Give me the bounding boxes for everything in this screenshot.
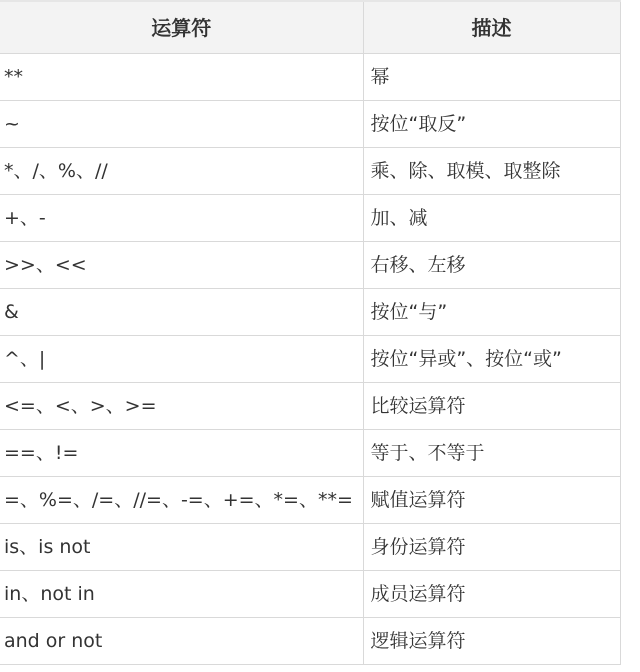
table-row bbox=[0, 383, 620, 430]
description-cell: 按位“与” bbox=[363, 289, 620, 336]
description-cell: 右移、左移 bbox=[363, 242, 620, 289]
operator-cell: ** bbox=[0, 54, 363, 101]
column-header-description: 描述 bbox=[363, 1, 620, 54]
operator-cell: <=、<、>、>= bbox=[0, 383, 363, 430]
table-row bbox=[0, 289, 620, 336]
table-row bbox=[0, 54, 620, 101]
table-row bbox=[0, 242, 620, 289]
table-row bbox=[0, 148, 620, 195]
operator-cell: ==、!= bbox=[0, 430, 363, 477]
operator-cell: & bbox=[0, 289, 363, 336]
table-row bbox=[0, 618, 620, 665]
operator-cell: ^、| bbox=[0, 336, 363, 383]
operator-cell: is、is not bbox=[0, 524, 363, 571]
operator-cell: and or not bbox=[0, 618, 363, 665]
column-header-operator: 运算符 bbox=[0, 1, 363, 54]
description-cell: 乘、除、取模、取整除 bbox=[363, 148, 620, 195]
table-header-row bbox=[0, 1, 620, 54]
table-row bbox=[0, 524, 620, 571]
description-cell: 等于、不等于 bbox=[363, 430, 620, 477]
operator-cell: *、/、%、// bbox=[0, 148, 363, 195]
table-row bbox=[0, 477, 620, 524]
operator-cell: >>、<< bbox=[0, 242, 363, 289]
description-cell: 按位“取反” bbox=[363, 101, 620, 148]
operator-cell: in、not in bbox=[0, 571, 363, 618]
table-row bbox=[0, 571, 620, 618]
description-cell: 身份运算符 bbox=[363, 524, 620, 571]
table-row bbox=[0, 430, 620, 477]
operator-cell: =、%=、/=、//=、-=、+=、*=、**= bbox=[0, 477, 363, 524]
description-cell: 按位“异或”、按位“或” bbox=[363, 336, 620, 383]
description-cell: 赋值运算符 bbox=[363, 477, 620, 524]
table-row bbox=[0, 336, 620, 383]
operator-cell: ~ bbox=[0, 101, 363, 148]
operator-cell: +、- bbox=[0, 195, 363, 242]
description-cell: 成员运算符 bbox=[363, 571, 620, 618]
table-row bbox=[0, 101, 620, 148]
description-cell: 比较运算符 bbox=[363, 383, 620, 430]
description-cell: 加、减 bbox=[363, 195, 620, 242]
description-cell: 幂 bbox=[363, 54, 620, 101]
description-cell: 逻辑运算符 bbox=[363, 618, 620, 665]
table-row bbox=[0, 195, 620, 242]
